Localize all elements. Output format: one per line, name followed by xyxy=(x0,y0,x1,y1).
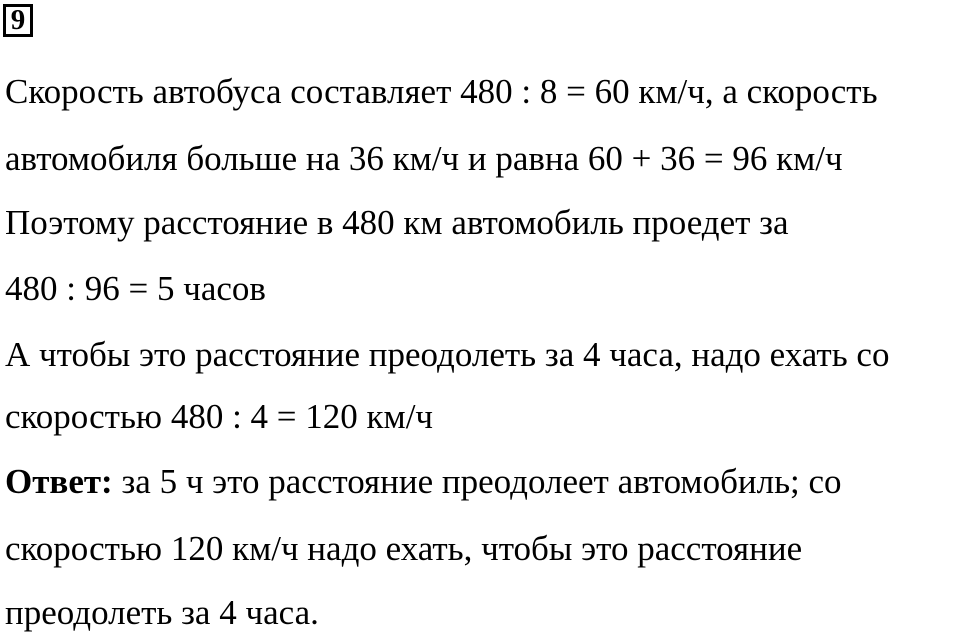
answer-line-2: скоростью 120 км/ч надо ехать, чтобы это расстояние xyxy=(5,529,803,568)
answer-text: за 5 ч это расстояние преодолеет автомобиль; со xyxy=(112,462,842,501)
solution-line-4: 480 : 96 = 5 часов xyxy=(5,269,266,308)
solution-line-6: скоростью 480 : 4 = 120 км/ч xyxy=(5,397,434,436)
answer-line-3: преодолеть за 4 часа. xyxy=(5,593,319,632)
solution-line-3: Поэтому расстояние в 480 км автомобиль проедет за xyxy=(5,203,789,242)
answer-label: Ответ: xyxy=(5,462,113,501)
problem-number-box: 9 xyxy=(3,4,33,37)
solution-line-5: А чтобы это расстояние преодолеть за 4 часа, надо ехать со xyxy=(5,335,890,374)
answer-line-1 xyxy=(5,462,842,502)
solution-line-2: автомобиля больше на 36 км/ч и равна 60 + 36 = 96 км/ч xyxy=(5,139,843,178)
solution-line-1: Скорость автобуса составляет 480 : 8 = 60 км/ч, а скорость xyxy=(5,72,878,111)
